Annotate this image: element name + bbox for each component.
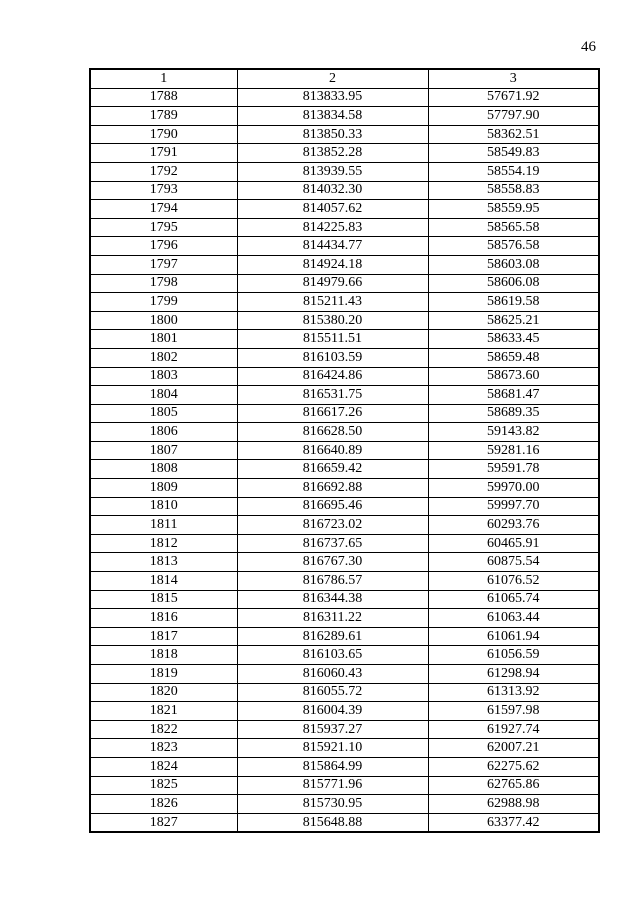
table-row xyxy=(90,590,599,609)
table-cell-col-2: 816103.65 xyxy=(237,646,428,665)
table-row xyxy=(90,497,599,516)
table-cell-col-3: 62988.98 xyxy=(428,795,599,814)
table-cell-col-3: 58606.08 xyxy=(428,274,599,293)
table-cell-col-3: 59281.16 xyxy=(428,441,599,460)
table-cell-col-3: 60293.76 xyxy=(428,516,599,535)
table-cell-col-1: 1809 xyxy=(90,479,237,498)
table-body xyxy=(90,88,599,832)
table-cell-col-2: 816004.39 xyxy=(237,702,428,721)
table-cell-col-1: 1824 xyxy=(90,757,237,776)
table-cell-col-3: 61076.52 xyxy=(428,572,599,591)
table-cell-col-1: 1800 xyxy=(90,311,237,330)
table-row xyxy=(90,330,599,349)
table-row xyxy=(90,144,599,163)
table-row xyxy=(90,237,599,256)
table-row xyxy=(90,107,599,126)
table-cell-col-2: 813833.95 xyxy=(237,88,428,107)
table-cell-col-2: 816640.89 xyxy=(237,441,428,460)
table-cell-col-3: 59970.00 xyxy=(428,479,599,498)
table-cell-col-1: 1797 xyxy=(90,255,237,274)
table-cell-col-1: 1822 xyxy=(90,720,237,739)
table-row xyxy=(90,627,599,646)
table-cell-col-1: 1817 xyxy=(90,627,237,646)
table-cell-col-2: 816311.22 xyxy=(237,609,428,628)
table-cell-col-3: 60875.54 xyxy=(428,553,599,572)
table-cell-col-2: 815730.95 xyxy=(237,795,428,814)
table-cell-col-3: 62007.21 xyxy=(428,739,599,758)
table-cell-col-2: 814434.77 xyxy=(237,237,428,256)
table-cell-col-3: 58576.58 xyxy=(428,237,599,256)
table-cell-col-1: 1792 xyxy=(90,162,237,181)
table-row xyxy=(90,665,599,684)
table-cell-col-1: 1788 xyxy=(90,88,237,107)
table-cell-col-2: 815937.27 xyxy=(237,720,428,739)
table-cell-col-2: 815648.88 xyxy=(237,813,428,832)
table-row xyxy=(90,534,599,553)
table-row xyxy=(90,646,599,665)
table-cell-col-3: 61597.98 xyxy=(428,702,599,721)
table-cell-col-1: 1825 xyxy=(90,776,237,795)
table-cell-col-1: 1801 xyxy=(90,330,237,349)
table-cell-col-1: 1798 xyxy=(90,274,237,293)
table-row xyxy=(90,311,599,330)
table-row xyxy=(90,200,599,219)
column-header-1: 1 xyxy=(90,69,237,88)
table-cell-col-2: 816628.50 xyxy=(237,423,428,442)
table-row xyxy=(90,441,599,460)
table-cell-col-2: 815380.20 xyxy=(237,311,428,330)
table-cell-col-1: 1795 xyxy=(90,218,237,237)
table-cell-col-2: 814057.62 xyxy=(237,200,428,219)
table-cell-col-3: 59997.70 xyxy=(428,497,599,516)
table-cell-col-1: 1827 xyxy=(90,813,237,832)
table-cell-col-3: 61061.94 xyxy=(428,627,599,646)
table-cell-col-2: 813834.58 xyxy=(237,107,428,126)
table-cell-col-2: 816344.38 xyxy=(237,590,428,609)
table-cell-col-1: 1789 xyxy=(90,107,237,126)
table-cell-col-1: 1813 xyxy=(90,553,237,572)
table-cell-col-2: 816103.59 xyxy=(237,348,428,367)
column-header-2: 2 xyxy=(237,69,428,88)
table-cell-col-1: 1799 xyxy=(90,293,237,312)
table-row xyxy=(90,516,599,535)
table-cell-col-2: 816723.02 xyxy=(237,516,428,535)
table-cell-col-1: 1791 xyxy=(90,144,237,163)
coordinates-table xyxy=(89,68,600,833)
table-row xyxy=(90,813,599,832)
table-cell-col-3: 59143.82 xyxy=(428,423,599,442)
table-cell-col-2: 813850.33 xyxy=(237,125,428,144)
table-cell-col-1: 1796 xyxy=(90,237,237,256)
table-cell-col-1: 1826 xyxy=(90,795,237,814)
table-cell-col-2: 815511.51 xyxy=(237,330,428,349)
table-cell-col-2: 816531.75 xyxy=(237,386,428,405)
table-cell-col-3: 58559.95 xyxy=(428,200,599,219)
table-cell-col-2: 816659.42 xyxy=(237,460,428,479)
table-cell-col-1: 1818 xyxy=(90,646,237,665)
table-row xyxy=(90,162,599,181)
table-cell-col-1: 1819 xyxy=(90,665,237,684)
table-cell-col-3: 58633.45 xyxy=(428,330,599,349)
table-cell-col-3: 61056.59 xyxy=(428,646,599,665)
table-cell-col-2: 816786.57 xyxy=(237,572,428,591)
table-row xyxy=(90,386,599,405)
table-cell-col-2: 814924.18 xyxy=(237,255,428,274)
table-row xyxy=(90,702,599,721)
table-cell-col-3: 62275.62 xyxy=(428,757,599,776)
table-cell-col-1: 1794 xyxy=(90,200,237,219)
table-row xyxy=(90,683,599,702)
table-cell-col-3: 61063.44 xyxy=(428,609,599,628)
table-row xyxy=(90,423,599,442)
table-cell-col-3: 57671.92 xyxy=(428,88,599,107)
page-number: 46 xyxy=(581,39,596,55)
table-cell-col-3: 58619.58 xyxy=(428,293,599,312)
table-cell-col-2: 816424.86 xyxy=(237,367,428,386)
table-cell-col-1: 1804 xyxy=(90,386,237,405)
table-cell-col-2: 816737.65 xyxy=(237,534,428,553)
header-row xyxy=(90,69,599,88)
table-cell-col-2: 816692.88 xyxy=(237,479,428,498)
table-cell-col-1: 1808 xyxy=(90,460,237,479)
table-row xyxy=(90,348,599,367)
table-cell-col-3: 58558.83 xyxy=(428,181,599,200)
table-row xyxy=(90,739,599,758)
table-cell-col-2: 814979.66 xyxy=(237,274,428,293)
column-header-3: 3 xyxy=(428,69,599,88)
table-cell-col-2: 813939.55 xyxy=(237,162,428,181)
table-row xyxy=(90,255,599,274)
table-cell-col-2: 816055.72 xyxy=(237,683,428,702)
table-cell-col-1: 1810 xyxy=(90,497,237,516)
table-cell-col-3: 58565.58 xyxy=(428,218,599,237)
table-cell-col-1: 1820 xyxy=(90,683,237,702)
table-row xyxy=(90,293,599,312)
table-row xyxy=(90,479,599,498)
table-row xyxy=(90,795,599,814)
table-cell-col-2: 814225.83 xyxy=(237,218,428,237)
table-cell-col-2: 815921.10 xyxy=(237,739,428,758)
table-row xyxy=(90,125,599,144)
table-row xyxy=(90,460,599,479)
table-cell-col-1: 1803 xyxy=(90,367,237,386)
table-row xyxy=(90,609,599,628)
table-cell-col-3: 58659.48 xyxy=(428,348,599,367)
table-row xyxy=(90,720,599,739)
table-cell-col-3: 58673.60 xyxy=(428,367,599,386)
table-cell-col-3: 61065.74 xyxy=(428,590,599,609)
table-cell-col-2: 816289.61 xyxy=(237,627,428,646)
table-cell-col-3: 59591.78 xyxy=(428,460,599,479)
table-header xyxy=(90,69,599,88)
table-cell-col-3: 61927.74 xyxy=(428,720,599,739)
table-cell-col-1: 1802 xyxy=(90,348,237,367)
table-cell-col-1: 1812 xyxy=(90,534,237,553)
table-cell-col-3: 58689.35 xyxy=(428,404,599,423)
table-row xyxy=(90,757,599,776)
table-cell-col-2: 816695.46 xyxy=(237,497,428,516)
table-cell-col-2: 813852.28 xyxy=(237,144,428,163)
table-row xyxy=(90,572,599,591)
table-cell-col-3: 60465.91 xyxy=(428,534,599,553)
table-cell-col-1: 1816 xyxy=(90,609,237,628)
table-row xyxy=(90,181,599,200)
table-cell-col-1: 1814 xyxy=(90,572,237,591)
table-cell-col-2: 815864.99 xyxy=(237,757,428,776)
table-cell-col-1: 1811 xyxy=(90,516,237,535)
table-cell-col-2: 814032.30 xyxy=(237,181,428,200)
table-cell-col-2: 816060.43 xyxy=(237,665,428,684)
table-cell-col-3: 58603.08 xyxy=(428,255,599,274)
table-cell-col-3: 62765.86 xyxy=(428,776,599,795)
table-cell-col-3: 58549.83 xyxy=(428,144,599,163)
table-cell-col-2: 816617.26 xyxy=(237,404,428,423)
table-row xyxy=(90,553,599,572)
table-row xyxy=(90,404,599,423)
table-cell-col-1: 1806 xyxy=(90,423,237,442)
table-row xyxy=(90,776,599,795)
table-cell-col-1: 1807 xyxy=(90,441,237,460)
table-row xyxy=(90,218,599,237)
table-cell-col-1: 1815 xyxy=(90,590,237,609)
table-cell-col-3: 61313.92 xyxy=(428,683,599,702)
table-row xyxy=(90,274,599,293)
table-cell-col-1: 1821 xyxy=(90,702,237,721)
table-cell-col-3: 58554.19 xyxy=(428,162,599,181)
table-cell-col-2: 815211.43 xyxy=(237,293,428,312)
table-cell-col-2: 815771.96 xyxy=(237,776,428,795)
table-cell-col-2: 816767.30 xyxy=(237,553,428,572)
table-row xyxy=(90,367,599,386)
table-cell-col-3: 58681.47 xyxy=(428,386,599,405)
table-cell-col-3: 61298.94 xyxy=(428,665,599,684)
table-cell-col-1: 1805 xyxy=(90,404,237,423)
table-cell-col-1: 1790 xyxy=(90,125,237,144)
table-cell-col-1: 1823 xyxy=(90,739,237,758)
table-row xyxy=(90,88,599,107)
table-cell-col-3: 63377.42 xyxy=(428,813,599,832)
table-cell-col-1: 1793 xyxy=(90,181,237,200)
table-cell-col-3: 58362.51 xyxy=(428,125,599,144)
table-cell-col-3: 57797.90 xyxy=(428,107,599,126)
table-cell-col-3: 58625.21 xyxy=(428,311,599,330)
